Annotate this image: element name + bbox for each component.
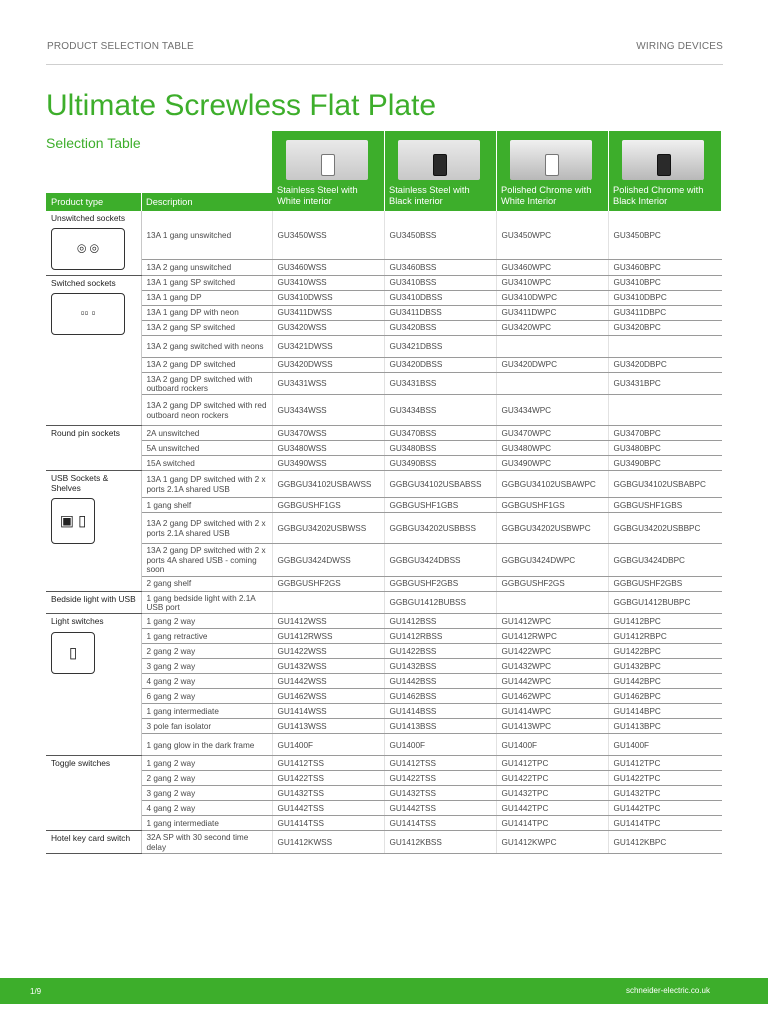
table-row (46, 591, 722, 614)
code-pc-black: GGBGUSHF1GBS (608, 498, 722, 513)
code-pc-white: GU3411DWPC (496, 305, 608, 320)
code-pc-white: GU1412TPC (496, 756, 608, 771)
code-ss-white: GGBGU34102USBAWSS (272, 471, 384, 498)
twin-socket-icon (51, 228, 125, 270)
code-ss-white: GU1413WSS (272, 719, 384, 734)
table-row (46, 801, 722, 816)
description-cell: 13A 1 gang DP (141, 290, 272, 305)
code-pc-white: GU1422TPC (496, 771, 608, 786)
code-ss-white: GU1414WSS (272, 704, 384, 719)
description-cell: 6 gang 2 way (141, 689, 272, 704)
code-pc-black: GGBGUSHF2GBS (608, 576, 722, 591)
code-pc-white: GU3410DWPC (496, 290, 608, 305)
code-ss-black: GU1432BSS (384, 659, 496, 674)
code-pc-black: GU1422TPC (608, 771, 722, 786)
page-number: 1/9 (30, 987, 42, 996)
code-ss-white: GGBGUSHF1GS (272, 498, 384, 513)
code-ss-white: GU1462WSS (272, 689, 384, 704)
product-type-cell (46, 756, 141, 831)
code-ss-black: GGBGUSHF2GBS (384, 576, 496, 591)
product-type-cell (46, 831, 141, 854)
code-pc-white: GU1422WPC (496, 644, 608, 659)
description-cell: 1 gang retractive (141, 629, 272, 644)
code-ss-black: GU3470BSS (384, 426, 496, 441)
column-header-product-type: Product type (51, 197, 104, 207)
product-type-label: Light switches (51, 616, 104, 627)
table-row (46, 704, 722, 719)
code-ss-black: GU1412BSS (384, 614, 496, 629)
code-ss-black: GU3431BSS (384, 372, 496, 395)
code-ss-white: GU3420WSS (272, 320, 384, 335)
code-pc-black: GU3460BPC (608, 259, 722, 275)
table-row (46, 513, 722, 544)
code-ss-white: GU3460WSS (272, 259, 384, 275)
code-ss-white: GU1412RWSS (272, 629, 384, 644)
code-pc-black: GU1442BPC (608, 674, 722, 689)
code-ss-white: GU3434WSS (272, 395, 384, 426)
icon-glyph: ▫▫ ▫ (80, 307, 96, 320)
code-ss-white: GU1414TSS (272, 816, 384, 831)
code-ss-black: GU3421DBSS (384, 335, 496, 357)
page-title: Ultimate Screwless Flat Plate (46, 89, 437, 122)
code-ss-black: GU1414TSS (384, 816, 496, 831)
product-type-cell (46, 211, 141, 275)
product-type-label: Toggle switches (51, 758, 111, 769)
code-ss-white: GU1442WSS (272, 674, 384, 689)
code-ss-white: GU3490WSS (272, 456, 384, 471)
code-pc-black: GGBGU34202USBBPC (608, 513, 722, 544)
description-cell: 13A 2 gang DP switched with 2 x ports 2.1A shared USB (141, 513, 272, 544)
code-pc-black: GU1462BPC (608, 689, 722, 704)
code-ss-black: GGBGUSHF1GBS (384, 498, 496, 513)
description-cell: 15A switched (141, 456, 272, 471)
code-pc-white: GU3490WPC (496, 456, 608, 471)
code-ss-white: GU3450WSS (272, 211, 384, 259)
code-pc-black: GU3410BPC (608, 275, 722, 290)
code-pc-white: GU3480WPC (496, 441, 608, 456)
code-pc-white: GU1432WPC (496, 659, 608, 674)
code-ss-white: GU3410WSS (272, 275, 384, 290)
code-pc-white: GU3450WPC (496, 211, 608, 259)
finish-header (272, 131, 721, 211)
code-pc-black: GU1413BPC (608, 719, 722, 734)
code-pc-white: GU1414TPC (496, 816, 608, 831)
code-pc-black: GGBGU34102USBABPC (608, 471, 722, 498)
code-pc-black: GU3450BPC (608, 211, 722, 259)
code-ss-black: GU1412TSS (384, 756, 496, 771)
category-label: WIRING DEVICES (636, 41, 723, 52)
code-ss-black: GU1413BSS (384, 719, 496, 734)
table-row (46, 544, 722, 576)
code-ss-black: GU1422BSS (384, 644, 496, 659)
code-pc-black: GU3411DBPC (608, 305, 722, 320)
description-cell: 4 gang 2 way (141, 801, 272, 816)
code-ss-white: GU1412WSS (272, 614, 384, 629)
code-ss-white: GU3421DWSS (272, 335, 384, 357)
table-row (46, 290, 722, 305)
code-pc-white: GGBGUSHF2GS (496, 576, 608, 591)
code-ss-black: GU3450BSS (384, 211, 496, 259)
code-pc-black: GU1412RBPC (608, 629, 722, 644)
column-header-description: Description (146, 197, 193, 207)
table-row (46, 831, 722, 854)
code-pc-white: GGBGU3424DWPC (496, 544, 608, 576)
code-pc-white (496, 372, 608, 395)
description-cell: 13A 2 gang DP switched with 2 x ports 4A shared USB - coming soon (141, 544, 272, 576)
code-pc-white: GU3470WPC (496, 426, 608, 441)
code-pc-white (496, 335, 608, 357)
code-pc-black: GU3410DBPC (608, 290, 722, 305)
description-cell: 2A unswitched (141, 426, 272, 441)
description-cell: 3 gang 2 way (141, 659, 272, 674)
code-ss-black: GU3420BSS (384, 320, 496, 335)
code-pc-black: GGBGU1412BUBPC (608, 591, 722, 614)
stainless-black-plate-image (398, 140, 480, 180)
code-pc-black: GU1412BPC (608, 614, 722, 629)
code-pc-black: GU3490BPC (608, 456, 722, 471)
code-ss-white: GGBGU3424DWSS (272, 544, 384, 576)
table-row (46, 372, 722, 395)
code-pc-white: GU1442TPC (496, 801, 608, 816)
code-pc-black (608, 395, 722, 426)
code-ss-white: GU1422WSS (272, 644, 384, 659)
page-header (46, 38, 723, 65)
table-row (46, 357, 722, 372)
description-cell: 2 gang shelf (141, 576, 272, 591)
table-row (46, 335, 722, 357)
code-pc-white: GU3460WPC (496, 259, 608, 275)
code-pc-black: GU3420DBPC (608, 357, 722, 372)
product-type-cell (46, 471, 141, 591)
table-row (46, 756, 722, 771)
description-cell: 1 gang shelf (141, 498, 272, 513)
code-pc-black: GU1414BPC (608, 704, 722, 719)
code-pc-white: GU3434WPC (496, 395, 608, 426)
code-pc-white: GGBGU34102USBAWPC (496, 471, 608, 498)
code-ss-black: GGBGU1412BUBSS (384, 591, 496, 614)
product-type-label: Bedside light with USB (51, 593, 136, 604)
chrome-white-plate-image (510, 140, 592, 180)
code-pc-black: GU1414TPC (608, 816, 722, 831)
description-cell: 13A 2 gang DP switched with red outboard neon rockers (141, 395, 272, 426)
icon-glyph: ▯ (68, 644, 78, 662)
description-cell: 13A 2 gang DP switched (141, 357, 272, 372)
description-cell: 13A 2 gang unswitched (141, 259, 272, 275)
table-row (46, 211, 722, 259)
product-type-label: Hotel key card switch (51, 833, 131, 844)
code-ss-black: GGBGU34102USBABSS (384, 471, 496, 498)
selection-table (46, 211, 722, 854)
code-ss-white: GGBGU34202USBWSS (272, 513, 384, 544)
description-cell: 3 gang 2 way (141, 786, 272, 801)
page-subtitle: Selection Table (46, 135, 141, 151)
code-pc-white: GU1412KWPC (496, 831, 608, 854)
table-row (46, 719, 722, 734)
description-cell: 1 gang intermediate (141, 816, 272, 831)
description-cell: 1 gang 2 way (141, 614, 272, 629)
description-cell: 13A 1 gang SP switched (141, 275, 272, 290)
description-cell: 1 gang glow in the dark frame (141, 734, 272, 756)
code-ss-black: GU1414BSS (384, 704, 496, 719)
code-pc-white: GU1432TPC (496, 786, 608, 801)
code-ss-black: GU1412KBSS (384, 831, 496, 854)
product-type-label: Switched sockets (51, 277, 116, 288)
description-cell: 1 gang intermediate (141, 704, 272, 719)
light-switch-icon (51, 632, 95, 674)
table-row (46, 629, 722, 644)
code-pc-white: GU1413WPC (496, 719, 608, 734)
code-pc-white: GU3420DWPC (496, 357, 608, 372)
switched-socket-icon (51, 293, 125, 335)
code-ss-white: GU3411DWSS (272, 305, 384, 320)
table-row (46, 734, 722, 756)
code-ss-black: GU1422TSS (384, 771, 496, 786)
icon-glyph: ▣ ▯ (59, 512, 87, 530)
table-row (46, 471, 722, 498)
code-pc-black: GU1432BPC (608, 659, 722, 674)
description-cell: 3 pole fan isolator (141, 719, 272, 734)
table-row (46, 689, 722, 704)
stainless-white-plate-image (286, 140, 368, 180)
description-cell: 13A 2 gang SP switched (141, 320, 272, 335)
code-pc-black: GU1400F (608, 734, 722, 756)
code-pc-white: GU1412WPC (496, 614, 608, 629)
code-ss-black: GU3434BSS (384, 395, 496, 426)
column-header-pc-black: Polished Chrome with Black Interior (613, 185, 704, 206)
code-ss-white: GGBGUSHF2GS (272, 576, 384, 591)
code-ss-black: GU3410DBSS (384, 290, 496, 305)
table-row (46, 441, 722, 456)
code-ss-black: GU1432TSS (384, 786, 496, 801)
code-ss-white: GU3420DWSS (272, 357, 384, 372)
table-row (46, 786, 722, 801)
code-pc-white: GU1462WPC (496, 689, 608, 704)
code-pc-black: GU1442TPC (608, 801, 722, 816)
description-cell: 13A 1 gang DP switched with 2 x ports 2.1A shared USB (141, 471, 272, 498)
code-ss-black: GU3460BSS (384, 259, 496, 275)
code-ss-white: GU3480WSS (272, 441, 384, 456)
description-cell: 5A unswitched (141, 441, 272, 456)
table-row (46, 644, 722, 659)
code-pc-white: GU3410WPC (496, 275, 608, 290)
table-row (46, 275, 722, 290)
code-pc-white: GU1412RWPC (496, 629, 608, 644)
table-row (46, 816, 722, 831)
table-row (46, 674, 722, 689)
description-cell: 1 gang 2 way (141, 756, 272, 771)
code-pc-black: GU3480BPC (608, 441, 722, 456)
code-pc-black: GU1412KBPC (608, 831, 722, 854)
code-pc-black: GU3420BPC (608, 320, 722, 335)
table-row (46, 614, 722, 629)
code-ss-white: GU1422TSS (272, 771, 384, 786)
chrome-black-plate-image (622, 140, 704, 180)
code-ss-white: GU1432TSS (272, 786, 384, 801)
code-ss-white: GU3470WSS (272, 426, 384, 441)
column-header-ss-black: Stainless Steel with Black interior (389, 185, 470, 206)
code-ss-black: GU1412RBSS (384, 629, 496, 644)
description-cell: 13A 2 gang DP switched with outboard rockers (141, 372, 272, 395)
code-ss-black: GU3410BSS (384, 275, 496, 290)
product-type-label: Round pin sockets (51, 428, 120, 439)
description-cell: 13A 1 gang DP with neon (141, 305, 272, 320)
column-header-pc-white: Polished Chrome with White Interior (501, 185, 592, 206)
code-pc-black: GU3470BPC (608, 426, 722, 441)
code-ss-white: GU3431WSS (272, 372, 384, 395)
table-header (46, 193, 272, 211)
description-cell: 13A 2 gang switched with neons (141, 335, 272, 357)
product-type-cell (46, 426, 141, 471)
code-ss-black: GU3411DBSS (384, 305, 496, 320)
table-row (46, 426, 722, 441)
code-pc-black: GU1422BPC (608, 644, 722, 659)
code-pc-white: GU1442WPC (496, 674, 608, 689)
icon-glyph: ◎ ◎ (76, 242, 100, 255)
section-label: PRODUCT SELECTION TABLE (47, 41, 194, 52)
code-ss-white: GU1442TSS (272, 801, 384, 816)
code-ss-white: GU1412TSS (272, 756, 384, 771)
product-type-label: Unswitched sockets (51, 213, 126, 223)
description-cell: 32A SP with 30 second time delay (141, 831, 272, 854)
code-ss-black: GGBGU3424DBSS (384, 544, 496, 576)
code-ss-black: GU3480BSS (384, 441, 496, 456)
code-ss-white: GU1400F (272, 734, 384, 756)
code-ss-black: GU1462BSS (384, 689, 496, 704)
table-row (46, 771, 722, 786)
code-ss-black: GU1442BSS (384, 674, 496, 689)
description-cell: 2 gang 2 way (141, 771, 272, 786)
code-ss-black: GU3490BSS (384, 456, 496, 471)
table-row (46, 305, 722, 320)
description-cell: 2 gang 2 way (141, 644, 272, 659)
usb-socket-icon (51, 498, 95, 544)
code-pc-white: GU1400F (496, 734, 608, 756)
table-row (46, 320, 722, 335)
table-row (46, 259, 722, 275)
code-pc-white: GU1414WPC (496, 704, 608, 719)
code-ss-black: GGBGU34202USBBSS (384, 513, 496, 544)
product-type-cell (46, 614, 141, 756)
table-row (46, 456, 722, 471)
description-cell: 4 gang 2 way (141, 674, 272, 689)
code-pc-black: GU1432TPC (608, 786, 722, 801)
code-ss-white (272, 591, 384, 614)
description-cell: 13A 1 gang unswitched (141, 211, 272, 259)
code-pc-white: GGBGUSHF1GS (496, 498, 608, 513)
table-row (46, 498, 722, 513)
code-pc-black: GU1412TPC (608, 756, 722, 771)
product-type-label: USB Sockets & Shelves (51, 473, 109, 493)
code-ss-white: GU3410DWSS (272, 290, 384, 305)
page-footer (0, 978, 768, 1004)
product-type-cell (46, 591, 141, 614)
product-type-cell (46, 275, 141, 426)
code-ss-black: GU1442TSS (384, 801, 496, 816)
selection-table-body (46, 211, 722, 854)
table-row (46, 395, 722, 426)
table-row (46, 659, 722, 674)
code-pc-white: GU3420WPC (496, 320, 608, 335)
code-ss-black: GU3420DBSS (384, 357, 496, 372)
code-pc-white: GGBGU34202USBWPC (496, 513, 608, 544)
code-pc-white (496, 591, 608, 614)
code-ss-white: GU1432WSS (272, 659, 384, 674)
code-pc-black: GU3431BPC (608, 372, 722, 395)
code-ss-white: GU1412KWSS (272, 831, 384, 854)
code-pc-black (608, 335, 722, 357)
code-ss-black: GU1400F (384, 734, 496, 756)
column-header-ss-white: Stainless Steel with White interior (277, 185, 358, 206)
table-row (46, 576, 722, 591)
website-link[interactable]: schneider-electric.co.uk (625, 986, 710, 995)
description-cell: 1 gang bedside light with 2.1A USB port (141, 591, 272, 614)
code-pc-black: GGBGU3424DBPC (608, 544, 722, 576)
